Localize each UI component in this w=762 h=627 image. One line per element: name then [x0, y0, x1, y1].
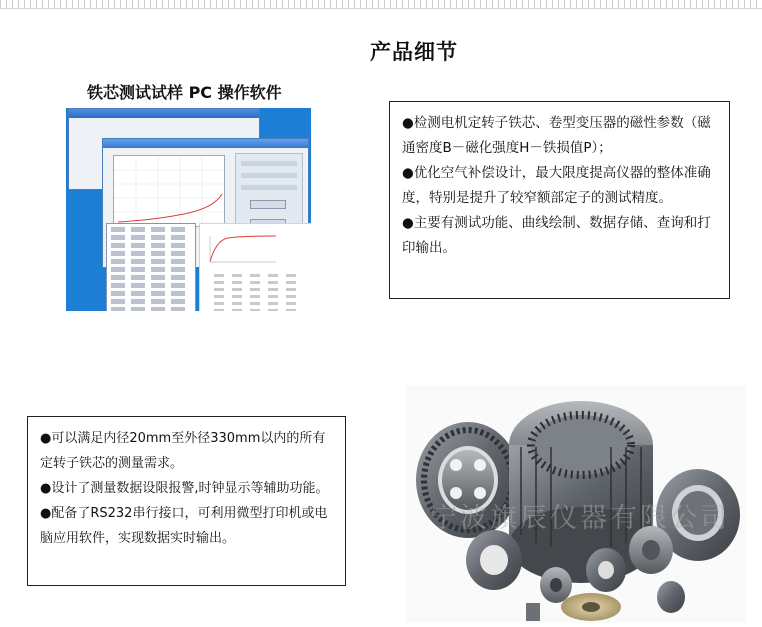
feature-item: ●配备了RS232串行接口，可利用微型打印机或电脑应用软件，实现数据实时输出。: [40, 506, 328, 546]
feature-item: ●主要有测试功能、曲线绘制、数据存储、查询和打印输出。: [402, 215, 711, 256]
test-report: [199, 223, 311, 311]
features-box-top: [389, 101, 730, 299]
data-table-window: [106, 223, 196, 311]
feature-item: ●检测电机定转子铁芯、卷型变压器的磁性参数（磁通密度B－磁化强度H－铁损值P）；: [402, 115, 711, 156]
feature-item: ●优化空气补偿设计，最大限度提高仪器的整体准确度，特别是提升了较窄额部定子的测试精度。: [402, 165, 711, 206]
feature-item: ●设计了测量数据设限报警,时钟显示等辅助功能。: [40, 481, 329, 496]
top-ruler: [0, 0, 762, 9]
page-title: 产品细节: [370, 40, 458, 64]
features-box-bottom: [27, 416, 346, 586]
curve-plot: [113, 155, 225, 227]
software-caption: 铁芯测试试样 PC 操作软件: [87, 83, 282, 102]
software-screenshot: [66, 108, 311, 311]
company-watermark: 宁波旗辰仪器有限公司: [430, 503, 730, 534]
feature-item: ●可以满足内径20mm至外径330mm以内的所有定转子铁芯的测量需求。: [40, 431, 326, 471]
